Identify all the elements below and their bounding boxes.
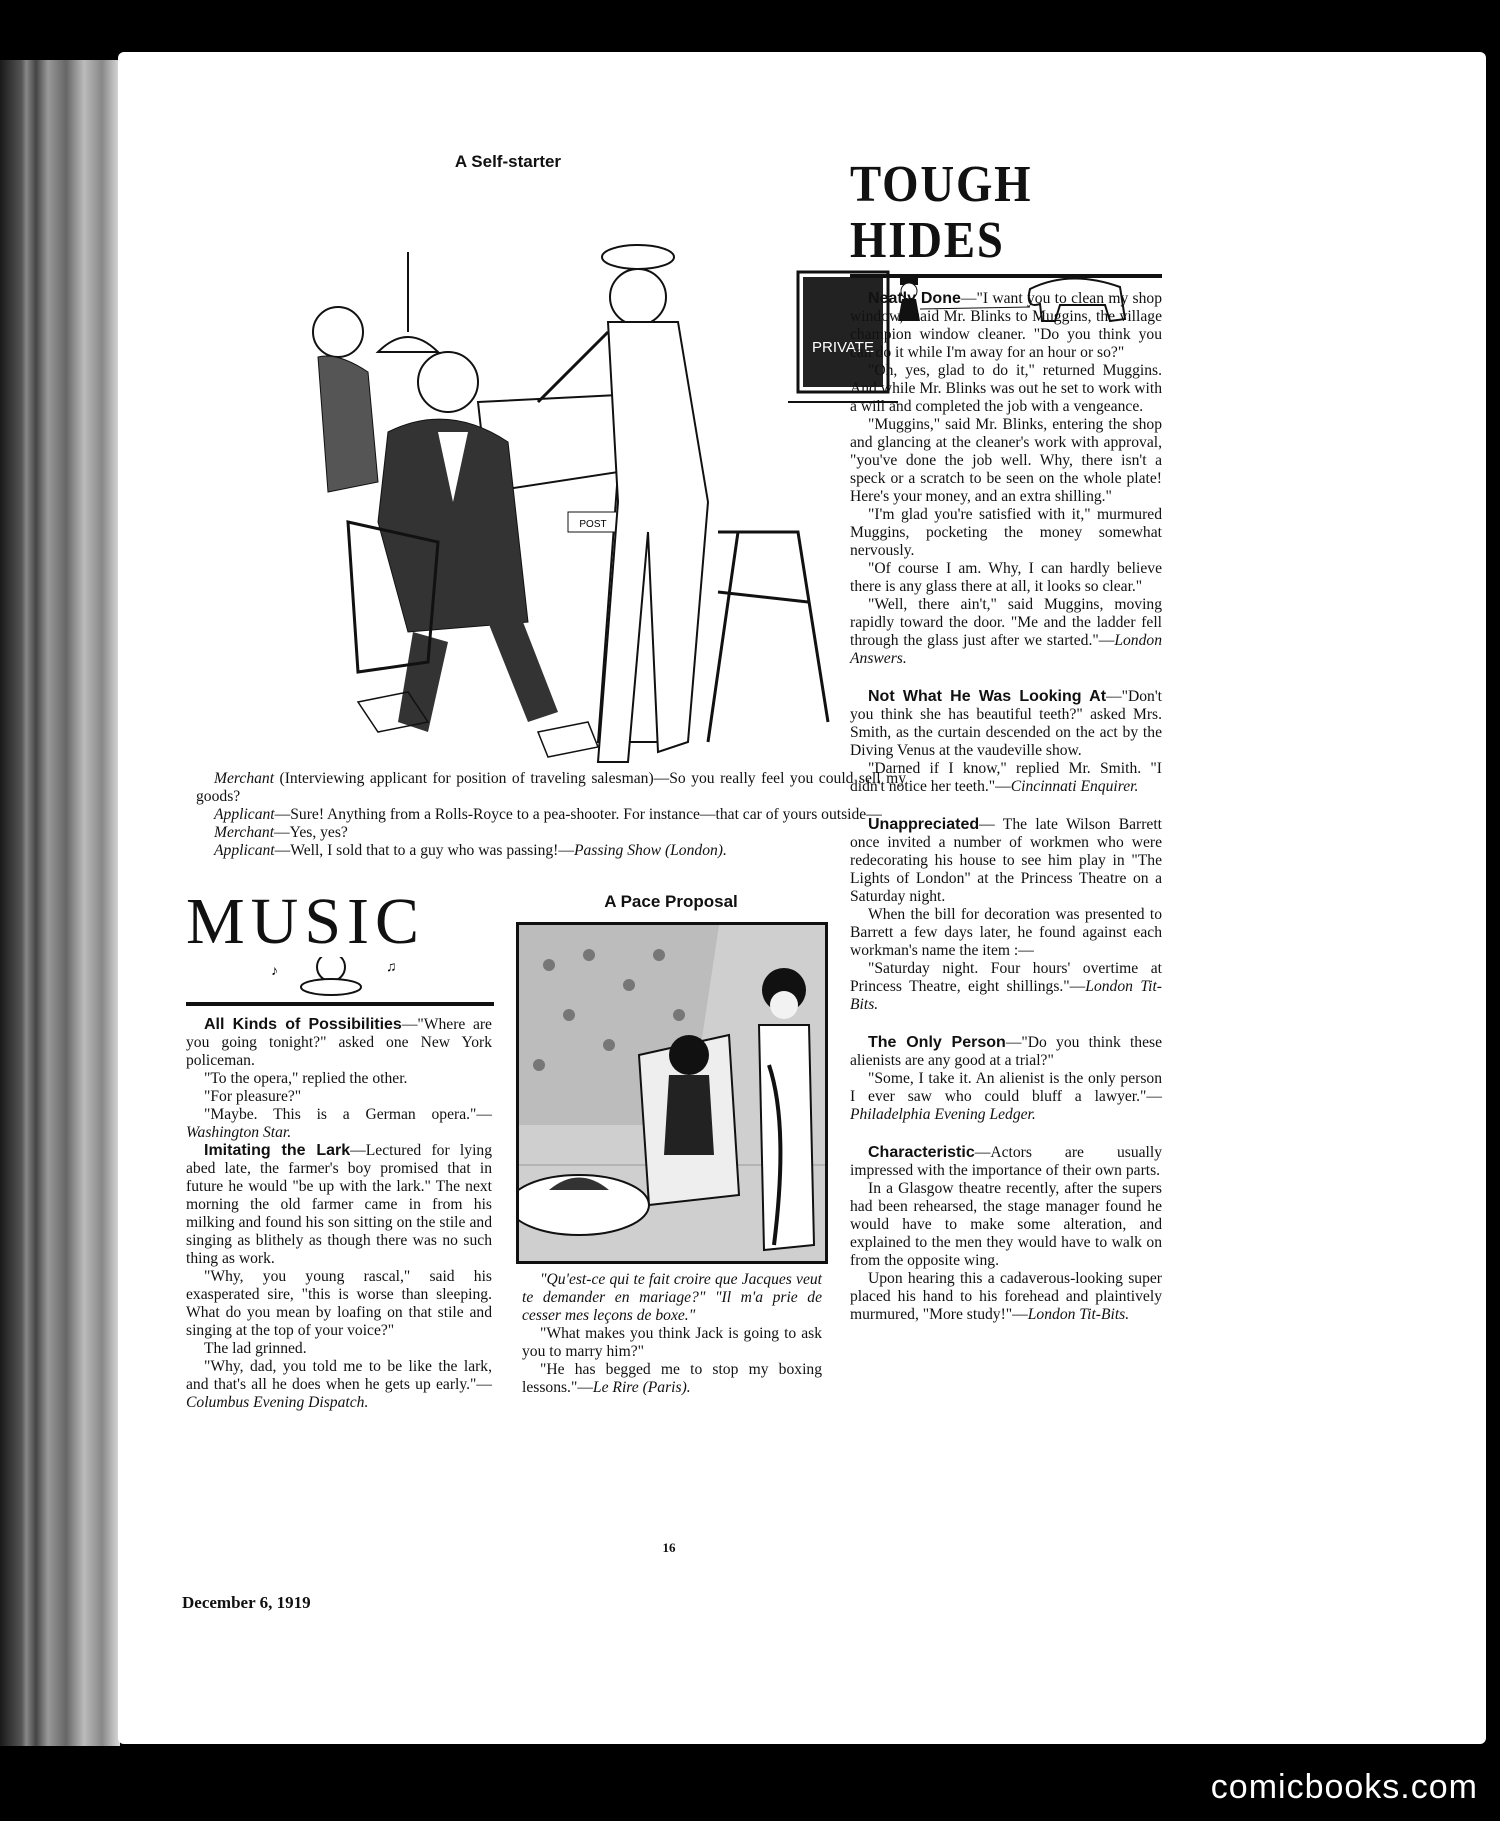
magazine-page [118,52,1486,1744]
music-rule [186,1002,494,1006]
joke-unappreciated: Unappreciated— The late Wilson Barrett once invited a number of workmen who were redecorating his house to see him play in "The Lights of London" at the Princess Theatre on a Saturday night. When the bill for decoration was presented to Barrett a few days later, he found against each workman's name the item :— "Saturday night. Four hours' overtime at Princess Theatre, eight shillings."—London Tit-Bits. [850,816,1162,1013]
private-sign-text: PRIVATE [812,339,874,356]
pace-proposal-caption [522,1271,822,1397]
tough-hides-title: TOUGH HIDES [850,156,1033,269]
caption-line-1: Merchant (Interviewing applicant for position of traveling salesman)—So you really feel you could sell my goods? [196,770,906,805]
joke-neatly-done: Neatly Done—"I want you to clean my shop window," said Mr. Blinks to Muggins, the village champion window cleaner. "Do you think you can do it while I'm away for an hour or so?" "Oh, yes, glad to do it," returned Muggins. And while Mr. Blinks was out he set to work with a will and completed the job with a vengeance. "Muggins," said Mr. Blinks, entering the shop and glancing at the cleaner's work with approval, "you've done the job well. Why, there isn't a speck or a scratch to be seen on the whole plate! Here's your money, and an extra shilling." "I'm glad you're satisfied with it," murmured Muggins, pocketing the money somewhat nervously. "Of course I am. Why, I can hardly believe there is any glass there at all, it looks so clear." "Well, there ain't," said Muggins, moving rapidly toward the door. "Me and the ladder fell through the glass just after we started."—London Answers. [850,290,1163,667]
caption-line-3: Merchant—Yes, yes? [214,824,348,841]
joke-the-only-person: The Only Person—"Do you think these alienists are any good at a trial?" "Some, I take it. An alienist is the only person I ever saw who could bluff a lawyer."—Philadelphia Evening Ledger. [850,1034,1163,1123]
self-starter-cartoon [238,202,898,802]
joke-all-kinds-of-possibilities: All Kinds of Possibilities—"Where are you going tonight?" asked one New York policeman. "To the opera," replied the other. "For pleasure?" "Maybe. This is a German opera."—Washington Star. [186,1016,492,1141]
joke-imitating-the-lark: Imitating the Lark—Lectured for lying abed late, the farmer's boy promised that in future he would "be up with the lark." The next morning the old farmer came in from his milking and found his son sitting on the stile and singing as blithely as though there was no such thing as work. "Why, you young rascal," said his exasperated sire, "this is worse than sleeping. What do you mean by loafing on that stile and singing at the top of your voice?" The lad grinned. "Why, dad, you told me to be like the lark, and that's all he does when he gets up early."—Columbus Evening Dispatch. [186,1142,492,1411]
singer-illustration [186,957,492,997]
pace-proposal-illustration [516,922,828,1264]
pace-proposal-english-1: "What makes you think Jack is going to ask you to marry him?" [522,1325,822,1360]
post-label: POST [579,519,607,530]
svg-text:♪: ♪ [271,964,278,979]
pace-proposal-section [516,892,826,912]
self-starter-section [228,152,958,172]
book-binding [0,60,120,1760]
pace-proposal-english-2: "He has begged me to stop my boxing lessons."—Le Rire (Paris). [522,1361,822,1396]
music-banner [186,887,492,1002]
music-title: MUSIC [186,885,426,958]
self-starter-caption [196,770,906,860]
joke-characteristic: Characteristic—Actors are usually impressed with the importance of their own parts. In a Glasgow theatre recently, after the supers had been rehearsed, the stage manager found he would have to make some alteration, and explained to the men they would have to walk on from the opposite wing. Upon hearing this a cadaverous-looking super placed his hand to his forehead and plaintively murmured, "More study!"—London Tit-Bits. [850,1144,1162,1323]
music-column [186,1016,492,1412]
self-starter-title: A Self-starter [454,152,562,171]
watermark: comicbooks.com [1210,1768,1478,1806]
caption-line-2: Applicant—Sure! Anything from a Rolls-Royce to a pea-shooter. For instance—that car of yours outside— [214,806,882,823]
tough-hides-rule [850,274,1162,278]
svg-text:♫: ♫ [386,960,397,975]
pace-proposal-title: A Pace Proposal [604,892,738,911]
issue-date: December 6, 1919 [182,1593,311,1612]
joke-not-what-he-was-looking-at: Not What He Was Looking At—"Don't you think she has beautiful teeth?" asked Mrs. Smith, as the curtain descended on the act by the Diving Venus at the vaudeville show. "Darned if I know," replied Mr. Smith. "I didn't notice her teeth."—Cincinnati Enquirer. [850,688,1162,795]
tough-hides-column [850,290,1162,1344]
caption-line-4: Applicant—Well, I sold that to a guy who was passing!—Passing Show (London). [214,842,727,859]
page-number: 16 [662,1540,676,1555]
pace-proposal-french: "Qu'est-ce qui te fait croire que Jacques veut te demander en mariage?" "Il m'a prie de cesser mes leçons de boxe." [522,1271,822,1324]
